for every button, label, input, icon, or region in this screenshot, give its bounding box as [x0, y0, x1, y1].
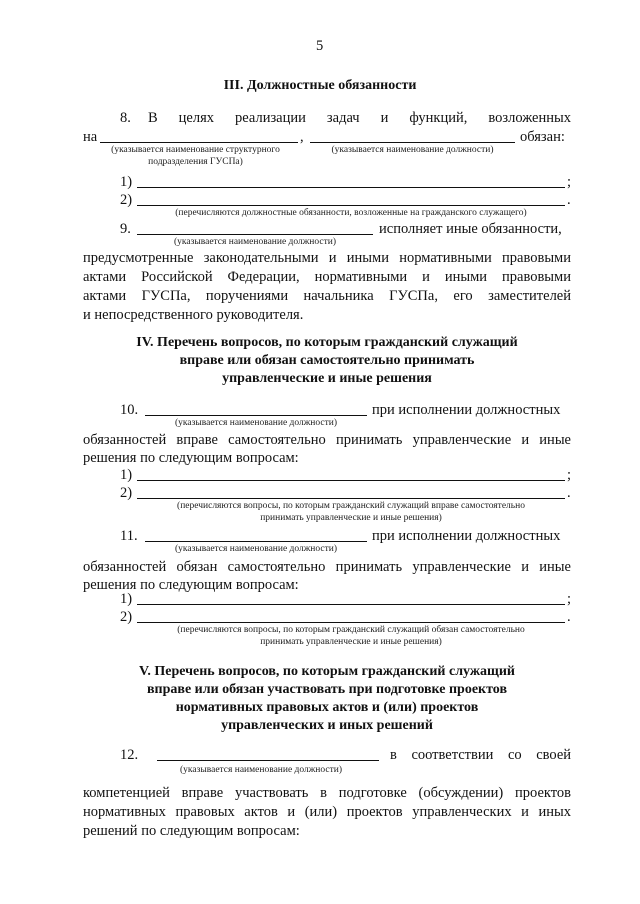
section-5-heading-line: управленческих и иных решений	[221, 718, 433, 733]
oblig-question-2-blank[interactable]	[137, 622, 565, 623]
p9-text-line: и непосредственного руководителя.	[83, 307, 304, 323]
right-question-2-blank[interactable]	[137, 498, 565, 499]
right-question-2-end: .	[567, 485, 571, 501]
caption-duties: (перечисляются должностные обязанности, возложенные на гражданского служащего)	[175, 208, 527, 218]
section-4-heading-line: управленческие и иные решения	[222, 371, 432, 386]
caption-unit-line2: подразделения ГУСПа)	[148, 157, 243, 167]
p12-word: соответствии	[411, 747, 494, 763]
page-number: 5	[316, 38, 324, 54]
caption-position-9: (указывается наименование должности)	[174, 237, 336, 247]
duty-item-1-end: ;	[567, 174, 572, 190]
p9-end: исполняет иные обязанности,	[379, 221, 562, 237]
p9-number: 9.	[120, 221, 131, 237]
p12-word: своей	[536, 747, 572, 763]
right-question-1-end: ;	[567, 467, 572, 483]
caption-questions-oblig-line2: принимать управленческие и иные решения)	[260, 637, 442, 647]
right-question-1-number: 1)	[120, 467, 133, 483]
p12-text-line: компетенцией вправе участвовать в подготовке (обсуждении) проектов	[83, 785, 571, 801]
caption-questions-right-line2: принимать управленческие и иные решения)	[260, 513, 442, 523]
p11-end: при исполнении должностных	[372, 528, 561, 544]
p10-end: при исполнении должностных	[372, 402, 561, 418]
p8-word: и	[380, 110, 389, 126]
caption-position-12: (указывается наименование должности)	[180, 765, 342, 775]
section-5-heading-line: нормативных правовых актов и (или) проектов	[175, 700, 479, 715]
oblig-question-1-end: ;	[567, 591, 572, 607]
p11-text-line: обязанностей обязан самостоятельно принимать управленческие и иные	[83, 559, 571, 575]
section-4-heading-line: IV. Перечень вопросов, по которым гражданский служащий	[136, 335, 518, 350]
p9-position-blank[interactable]	[137, 234, 373, 235]
caption-questions-oblig-line1: (перечисляются вопросы, по которым гражданский служащий обязан самостоятельно	[177, 625, 525, 635]
caption-unit-line1: (указывается наименование структурного	[111, 145, 280, 155]
duty-item-2-blank[interactable]	[137, 205, 565, 206]
p9-text-line: актами Российской Федерации, нормативными и иными правовыми	[83, 269, 571, 285]
p10-text-line: решения по следующим вопросам:	[83, 450, 299, 466]
p8-word: функций,	[409, 110, 468, 126]
p10-text-line: обязанностей вправе самостоятельно принимать управленческие и иные	[83, 432, 571, 448]
p12-number: 12.	[120, 747, 139, 763]
p9-text-line: предусмотренные законодательными и иными нормативными правовыми	[83, 250, 571, 266]
p8-word: возложенных	[488, 110, 571, 126]
duty-item-1-blank[interactable]	[137, 187, 565, 188]
duty-item-2-number: 2)	[120, 192, 133, 208]
p12-text-line: нормативных правовых актов и (или) проектов управленческих и иных	[83, 804, 571, 820]
p11-text-line: решения по следующим вопросам:	[83, 577, 299, 593]
p8-end: обязан:	[520, 129, 565, 145]
duty-item-2-end: .	[567, 192, 571, 208]
position-name-blank[interactable]	[310, 142, 515, 143]
p12-word: в	[390, 747, 397, 763]
p10-position-blank[interactable]	[145, 415, 367, 416]
oblig-question-1-number: 1)	[120, 591, 133, 607]
oblig-question-2-end: .	[567, 609, 571, 625]
section-5-heading-line: V. Перечень вопросов, по которым гражданский служащий	[139, 664, 515, 679]
p8-comma: ,	[300, 129, 304, 145]
p8-on: на	[83, 129, 98, 145]
p11-number: 11.	[120, 528, 138, 544]
section-5-heading-line: вправе или обязан участвовать при подготовке проектов	[146, 682, 508, 697]
section-4-heading-line: вправе или обязан самостоятельно принимать	[179, 353, 475, 368]
oblig-question-1-blank[interactable]	[137, 604, 565, 605]
oblig-question-2-number: 2)	[120, 609, 133, 625]
p12-position-blank[interactable]	[157, 760, 379, 761]
caption-position-11: (указывается наименование должности)	[175, 544, 337, 554]
p9-text-line: актами ГУСПа, поручениями начальника ГУСПа, его заместителей	[83, 288, 571, 304]
caption-position: (указывается наименование должности)	[331, 145, 494, 155]
p12-word: со	[507, 747, 522, 763]
p11-position-blank[interactable]	[145, 541, 367, 542]
p8-word: реализации	[235, 110, 306, 126]
unit-name-blank[interactable]	[100, 142, 298, 143]
p8-word: В	[148, 110, 158, 126]
p8-number: 8.	[120, 110, 131, 126]
p10-number: 10.	[120, 402, 139, 418]
right-question-1-blank[interactable]	[137, 480, 565, 481]
caption-position-10: (указывается наименование должности)	[175, 418, 337, 428]
duty-item-1-number: 1)	[120, 174, 133, 190]
caption-questions-right-line1: (перечисляются вопросы, по которым гражданский служащий вправе самостоятельно	[177, 501, 525, 511]
p12-text-line: решений по следующим вопросам:	[83, 823, 300, 839]
right-question-2-number: 2)	[120, 485, 133, 501]
p8-word: задач	[326, 110, 360, 126]
section-3-heading: III. Должностные обязанности	[223, 78, 417, 93]
p8-word: целях	[178, 110, 215, 126]
p12-first-line-end	[390, 746, 571, 764]
p8-first-line	[148, 109, 571, 127]
